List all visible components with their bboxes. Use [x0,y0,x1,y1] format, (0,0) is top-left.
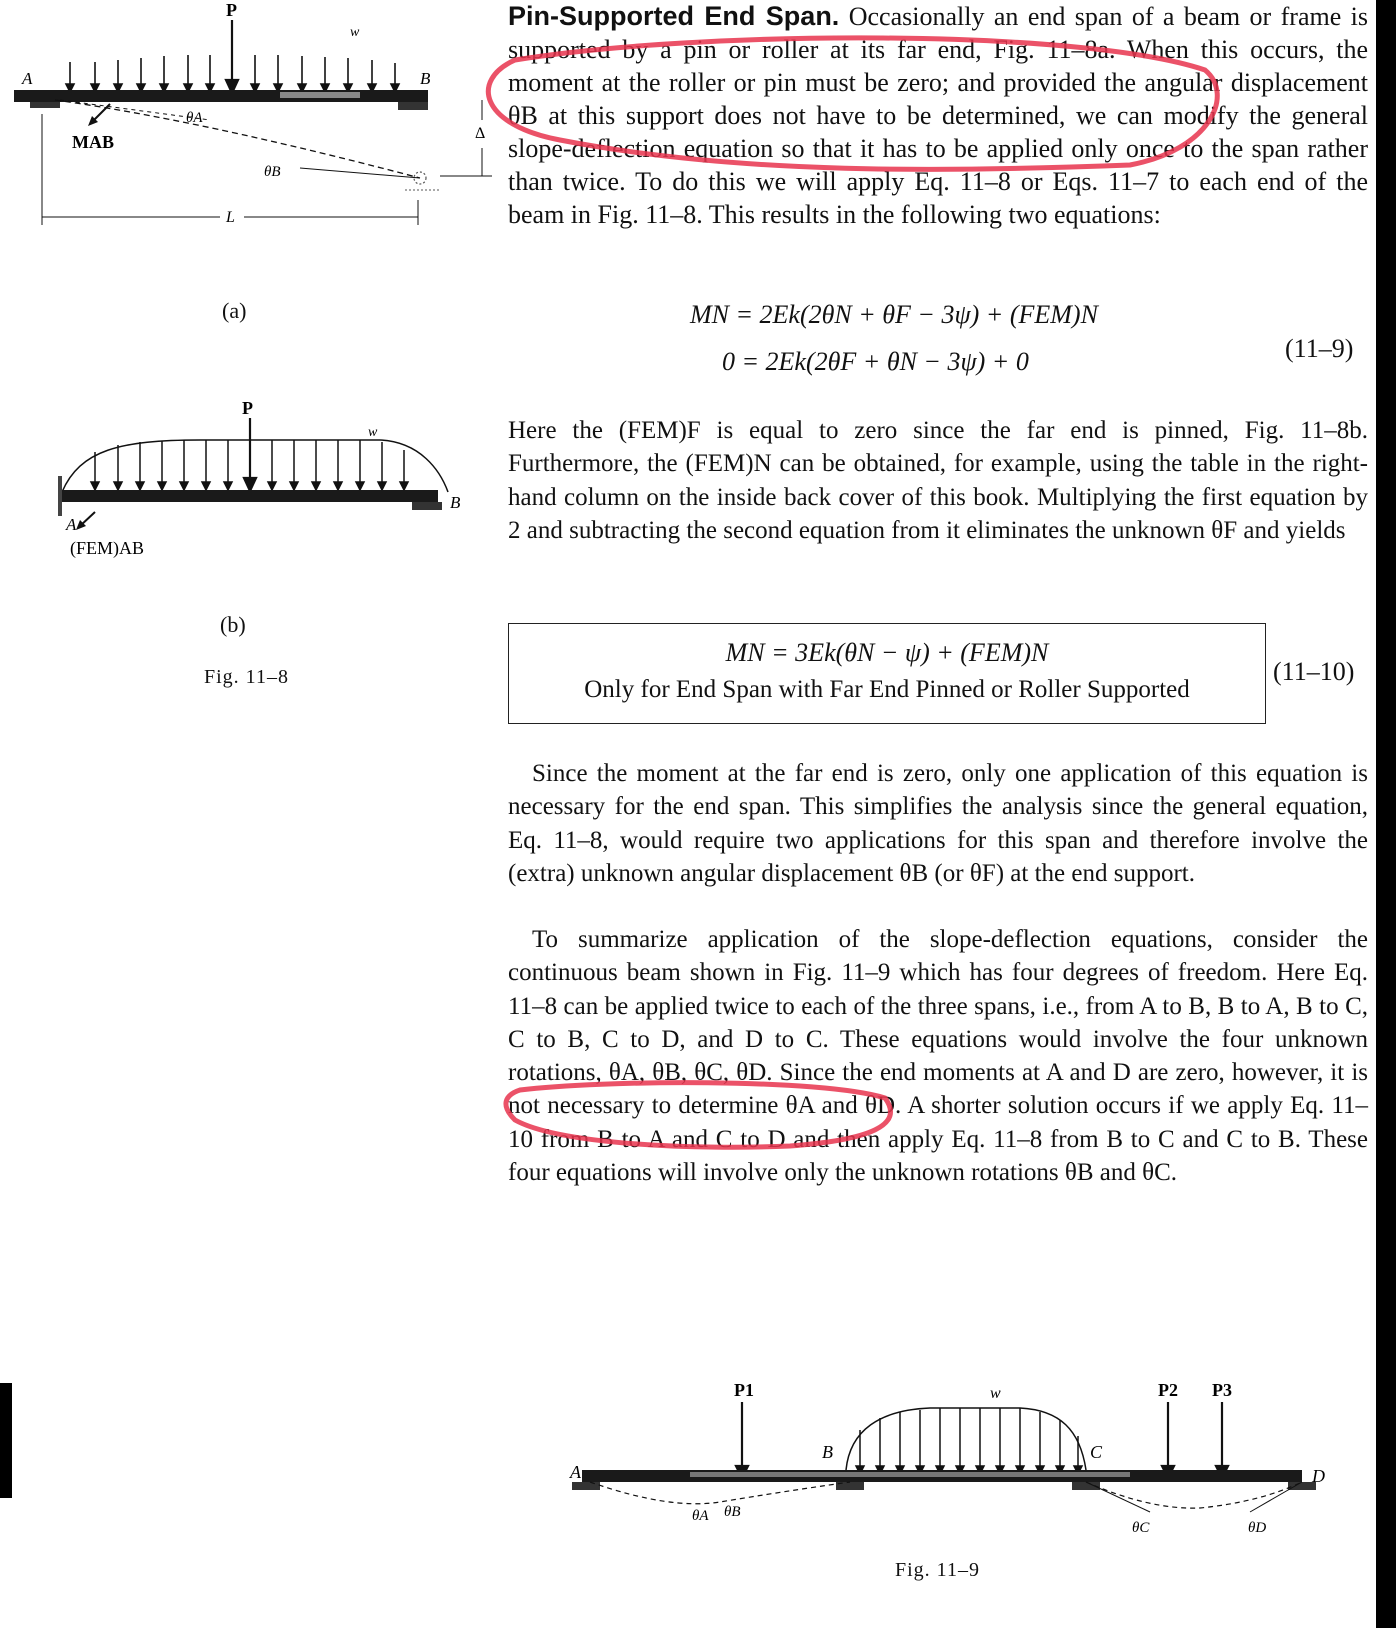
eq-11-9-number: (11–9) [1285,334,1354,363]
fig-a-delta: Δ [475,125,486,142]
fig-11-9-p2: P2 [1158,1380,1178,1400]
fig-11-9-label-c: C [1090,1442,1103,1462]
fig-11-9-caption: Fig. 11–9 [895,1559,980,1581]
fig-11-9-p3: P3 [1212,1380,1232,1400]
fig-11-9-label-d: D [1312,1466,1325,1486]
fig-a-label-a: A [22,69,33,88]
fig-a-label-b: B [420,69,431,88]
fig-11-8b-caption: (b) [220,612,246,637]
fig-a-length: L [226,209,235,226]
fig-11-9-p1: P1 [734,1380,754,1400]
fig-11-8a-caption: (a) [222,298,247,323]
fig-a-moment: MAB [72,132,114,152]
fig-11-9-theta-c: θC [1132,1520,1150,1536]
fig-a-theta-b: θB [264,164,281,180]
fig-11-8b [0,400,500,580]
eq-11-10-number: (11–10) [1273,657,1355,686]
fig-b-label-a: A [66,515,77,534]
fig-11-9-w: w [990,1385,1001,1402]
eq-11-10-line2: Only for End Span with Far End Pinned or Roller Supported [584,676,1190,703]
fig-11-9-theta-b: θB [724,1504,741,1520]
eq-11-9-line2: 0 = 2Ek(2θF + θN − 3ψ) + 0 [722,347,1029,376]
summary-text: To summarize application of the slope-deflection equations, consider the continuous beam shown in Fig. 11–9 which has four degrees of freedom. Here Eq. 11–8 can be applied twice to each of the three spans, i.e., from A to B, B to A, B to C, C to B, C to D, and D to C. These equations would involve the four unknown rotations, θA, θB, θC, θD. Since the end moments at A and D are zero, however, it is not necessary to determine θA and θD. A shorter solution occurs if we apply Eq. 11–10 from B to A and C to D and then apply Eq. 11–8 from B to C and C to B. These four equations will involve only the unknown rotations θB and θC. [508,926,1368,1187]
fig-b-fem: (FEM)AB [70,538,145,558]
eq-11-9-line1: MN = 2Ek(2θN + θF − 3ψ) + (FEM)N [690,300,1098,329]
fig-a-load-w: w [350,25,360,40]
fig-11-9 [550,1370,1330,1570]
section-heading: Pin-Supported End Span. [508,1,840,31]
fig-11-9-theta-a: θA [692,1508,709,1524]
end-span-text: Since the moment at the far end is zero, only one application of this equation is necessary for the end span. This simplifies the analysis since the general equation, Eq. 11–8, would require two applications for this span and therefore involve the (extra) unknown angular displacement θB (or θF) at the end support. [508,760,1368,887]
fig-a-load-p: P [226,0,237,20]
intro-text: Occasionally an end span of a beam or frame is supported by a pin or roller at its far end, Fig. 11–8a. When this occurs, the moment at the roller or pin must be zero; and provided the angular displacement θB at this support does not have to be determined, we can modify the general slope-deflection equation so that it has to be applied only once to the span rather than twice. To do this we will apply Eq. 11–8 or Eqs. 11–7 to each end of the beam in Fig. 11–8. This results in the following two equations: [508,2,1368,229]
fig-11-9-label-a: A [570,1462,581,1482]
fig-11-8a [0,0,500,240]
fig-a-theta-a: θA [186,110,203,126]
fig-11-9-theta-d: θD [1248,1520,1267,1536]
fig-b-load-p: P [242,400,253,418]
fig-11-8-caption: Fig. 11–8 [204,666,289,688]
fig-11-9-label-b: B [822,1442,833,1462]
fig-b-load-w: w [368,425,378,440]
eq-11-10-line1: MN = 3Ek(θN − ψ) + (FEM)N [725,638,1049,667]
fem-paragraph: Here the (FEM)F is equal to zero since the far end is pinned, Fig. 11–8b. Furthermore, the (FEM)N can be obtained, for example, using the table in the right-hand column on the inside back cover of this book. Multiplying the first equation by 2 and subtracting the second equation from it eliminates the unknown θF and yields [508,417,1368,544]
fig-b-label-b: B [450,493,461,512]
